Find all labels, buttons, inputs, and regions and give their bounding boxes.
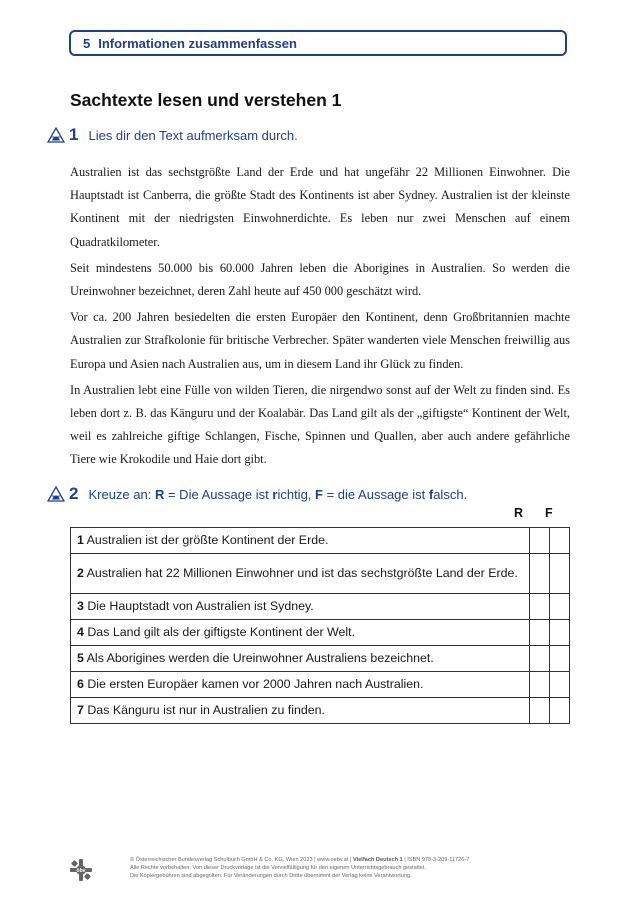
task-1-header bbox=[47, 125, 298, 145]
footer bbox=[130, 856, 570, 880]
difficulty-pyramid-icon bbox=[47, 486, 65, 502]
chapter-number: 5 bbox=[83, 35, 91, 51]
publisher-logo-icon bbox=[69, 858, 93, 882]
task-2-header bbox=[47, 484, 467, 504]
reading-text bbox=[70, 161, 570, 475]
richtig-checkbox[interactable] bbox=[530, 646, 550, 672]
falsch-checkbox[interactable] bbox=[550, 646, 570, 672]
falsch-checkbox[interactable] bbox=[550, 698, 570, 724]
difficulty-pyramid-icon bbox=[47, 127, 65, 143]
paragraph: Australien ist das sechstgrößte Land der Erde und hat ungefähr 22 Millionen Einwohner. Die Hauptstadt ist Canberra, die größte Stadt des Kontinents ist aber Sydney. Australien ist der kleinste Kontinent mit der niedrigsten Einwohnerdichte. Es leben nur zwei Menschen auf einem Quadratkilometer. bbox=[70, 165, 570, 249]
task-1-number: 1 bbox=[69, 125, 79, 144]
table-row bbox=[71, 528, 570, 554]
falsch-checkbox[interactable] bbox=[550, 672, 570, 698]
table-row bbox=[71, 554, 570, 594]
richtig-checkbox[interactable] bbox=[530, 672, 550, 698]
table-row bbox=[71, 672, 570, 698]
paragraph: Vor ca. 200 Jahren besiedelten die ersten Europäer den Kontinent, denn Großbritannien machte Australien zur Strafkolonie für britische Verbrecher. Später wanderten viele Menschen freiwillig aus Europa und Asien nach Australien aus, um in diesem Land ihr Glück zu finden. bbox=[70, 310, 570, 371]
column-header-falsch: F bbox=[545, 506, 553, 520]
statement-cell: 5 Als Aborigines werden die Ureinwohner Australiens bezeichnet. bbox=[71, 646, 530, 672]
statement-cell: 3 Die Hauptstadt von Australien ist Sydney. bbox=[71, 594, 530, 620]
footer-copyright: © Österreichischer Bundesverlag Schulbuch GmbH & Co. KG, Wien 2023 | www.oebv.at | Vielfach Deutsch 1 | ISBN 978-3-209-11726-7 bbox=[130, 857, 470, 863]
falsch-checkbox[interactable] bbox=[550, 594, 570, 620]
statement-cell: 6 Die ersten Europäer kamen vor 2000 Jahren nach Australien. bbox=[71, 672, 530, 698]
statement-cell: 2 Australien hat 22 Millionen Einwohner und ist das sechstgrößte Land der Erde. bbox=[71, 554, 530, 594]
richtig-checkbox[interactable] bbox=[530, 620, 550, 646]
statement-cell: 1 Australien ist der größte Kontinent der Erde. bbox=[71, 528, 530, 554]
richtig-checkbox[interactable] bbox=[530, 528, 550, 554]
table-row bbox=[71, 646, 570, 672]
statement-cell: 4 Das Land gilt als der giftigste Kontinent der Welt. bbox=[71, 620, 530, 646]
falsch-checkbox[interactable] bbox=[550, 554, 570, 594]
richtig-checkbox[interactable] bbox=[530, 554, 550, 594]
falsch-checkbox[interactable] bbox=[550, 620, 570, 646]
richtig-checkbox[interactable] bbox=[530, 698, 550, 724]
statement-cell: 7 Das Känguru ist nur in Australien zu finden. bbox=[71, 698, 530, 724]
task-2-instruction: Kreuze an: R = Die Aussage ist richtig, F = die Aussage ist falsch. bbox=[88, 486, 468, 502]
paragraph: In Australien lebt eine Fülle von wilden Tieren, die nirgendwo sonst auf der Welt zu finden sind. Es leben dort z. B. das Känguru und der Koalabär. Das Land gilt als der „giftigste“ Kontinent der Welt, weil es zahlreiche giftige Schlangen, Fische, Spinnen und Quallen, aber auch andere gefährliche Tiere wie Krokodile und Haie dort gibt. bbox=[70, 382, 570, 467]
true-false-table bbox=[70, 527, 570, 724]
page-title: Sachtexte lesen und verstehen 1 bbox=[70, 90, 342, 110]
logo-text: öbv bbox=[76, 868, 86, 874]
task-2-number: 2 bbox=[69, 484, 79, 503]
table-row bbox=[71, 594, 570, 620]
task-1-instruction: Lies dir den Text aufmerksam durch. bbox=[88, 127, 298, 143]
chapter-header bbox=[69, 30, 567, 56]
column-header-richtig: R bbox=[514, 506, 524, 520]
table-row bbox=[71, 620, 570, 646]
footer-rights: Alle Rechte vorbehalten. Von dieser Druckvorlage ist die Vervielfältigung für den eigenen Unterrichtsgebrauch gestattet. bbox=[130, 865, 427, 871]
falsch-checkbox[interactable] bbox=[550, 528, 570, 554]
chapter-title: Informationen zusammenfassen bbox=[98, 35, 297, 51]
richtig-checkbox[interactable] bbox=[530, 594, 550, 620]
paragraph: Seit mindestens 50.000 bis 60.000 Jahren leben die Aborigines in Australien. So werden die Ureinwohner bezeichnet, deren Zahl heute auf 450 000 geschätzt wird. bbox=[70, 260, 570, 299]
table-row bbox=[71, 698, 570, 724]
footer-disclaimer: Die Kopiergebühren sind abgegolten. Für Veränderungen durch Dritte übernimmt der Verlag keine Verantwortung. bbox=[130, 873, 412, 879]
